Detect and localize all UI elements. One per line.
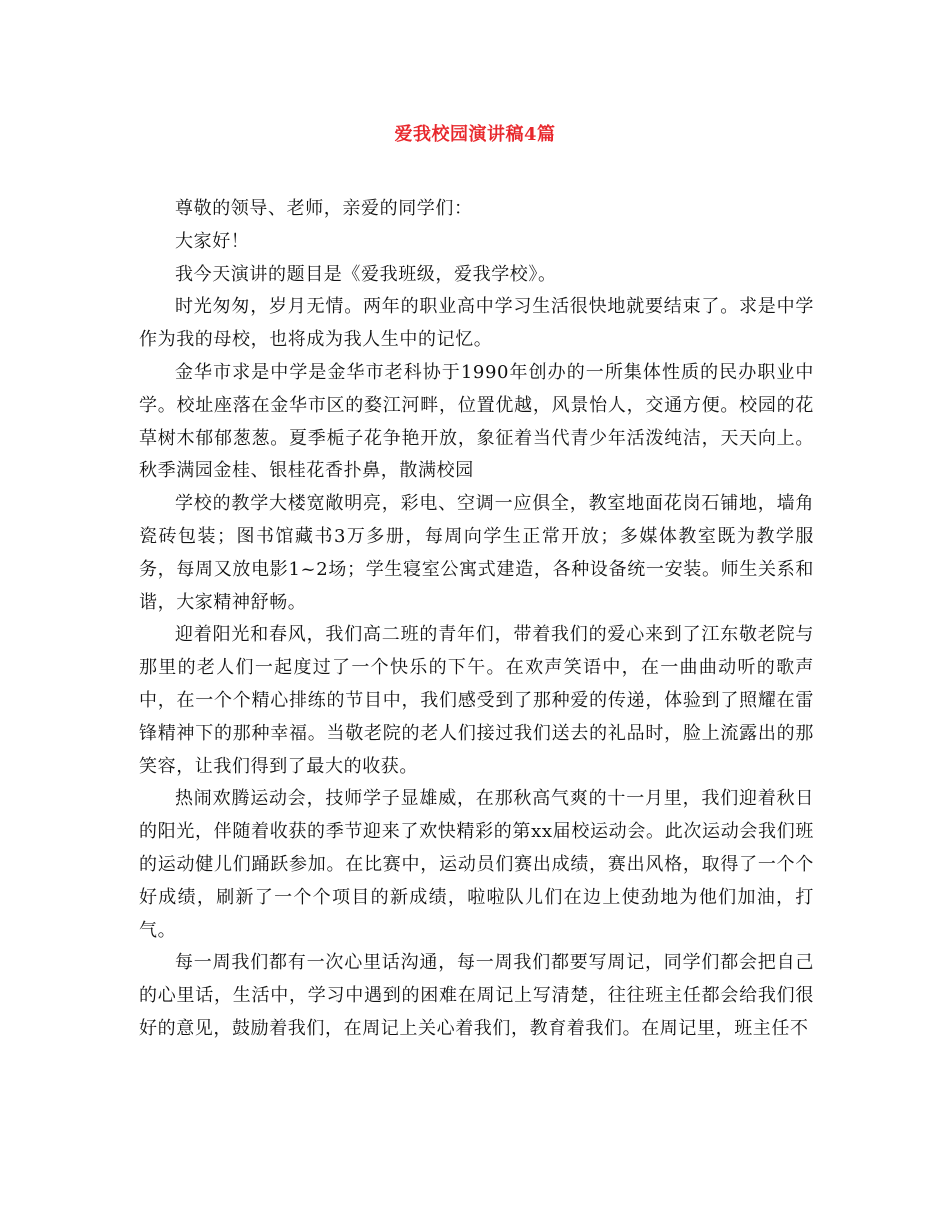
body-paragraph: 时光匆匆，岁月无情。两年的职业高中学习生活很快地就要结束了。求是中学作为我的母校，也将成为我人生中的记忆。 bbox=[139, 296, 814, 351]
body-paragraph: 热闹欢腾运动会，技师学子显雄威，在那秋高气爽的十一月里，我们迎着秋日的阳光，伴随着收获的季节迎来了欢快精彩的第xx届校运动会。此次运动会我们班的运动健儿们踊跃参加。在比赛中，运动员们赛出成绩，赛出风格，取得了一个个好成绩，刷新了一个个项目的新成绩，啦啦队儿们在边上使劲地为他们加油，打气。 bbox=[139, 788, 814, 941]
body-paragraph: 迎着阳光和春风，我们高二班的青年们，带着我们的爱心来到了江东敬老院与那里的老人们一起度过了一个快乐的下午。在欢声笑语中，在一曲曲动听的歌声中，在一个个精心排练的节目中，我们感受到了那种爱的传递，体验到了照耀在雷锋精神下的那种幸福。当敬老院的老人们接过我们送去的礼品时，脸上流露出的那笑容，让我们得到了最大的收获。 bbox=[139, 624, 814, 777]
salutation-paragraph: 尊敬的领导、老师，亲爱的同学们： bbox=[175, 198, 473, 219]
body-paragraph: 金华市求是中学是金华市老科协于1990年创办的一所集体性质的民办职业中学。校址座落在金华市区的婺江河畔，位置优越，风景怡人，交通方便。校园的花草树木郁郁葱葱。夏季栀子花争艳开放，象征着当代青少年活泼纯洁，天天向上。秋季满园金桂、银桂花香扑鼻，散满校园 bbox=[139, 361, 814, 482]
greeting-paragraph: 大家好！ bbox=[175, 230, 250, 252]
body-paragraph: 每一周我们都有一次心里话沟通，每一周我们都要写周记，同学们都会把自己的心里话，生活中，学习中遇到的困难在周记上写清楚，往往班主任都会给我们很好的意见，鼓励着我们，在周记上关心着我们，教育着我们。在周记里，班主任不 bbox=[139, 952, 814, 1039]
document-title: 爱我校园演讲稿4篇 bbox=[394, 124, 556, 145]
body-paragraph: 学校的教学大楼宽敞明亮，彩电、空调一应俱全，教室地面花岗石铺地，墙角瓷砖包装；图书馆藏书3万多册，每周向学生正常开放；多媒体教室既为教学服务，每周又放电影1~2场；学生寝室公寓式建造，各种设备统一安装。师生关系和谐，大家精神舒畅。 bbox=[139, 493, 814, 613]
topic-paragraph: 我今天演讲的题目是《爱我班级，爱我学校》。 bbox=[175, 263, 557, 285]
document-body bbox=[139, 193, 814, 1046]
